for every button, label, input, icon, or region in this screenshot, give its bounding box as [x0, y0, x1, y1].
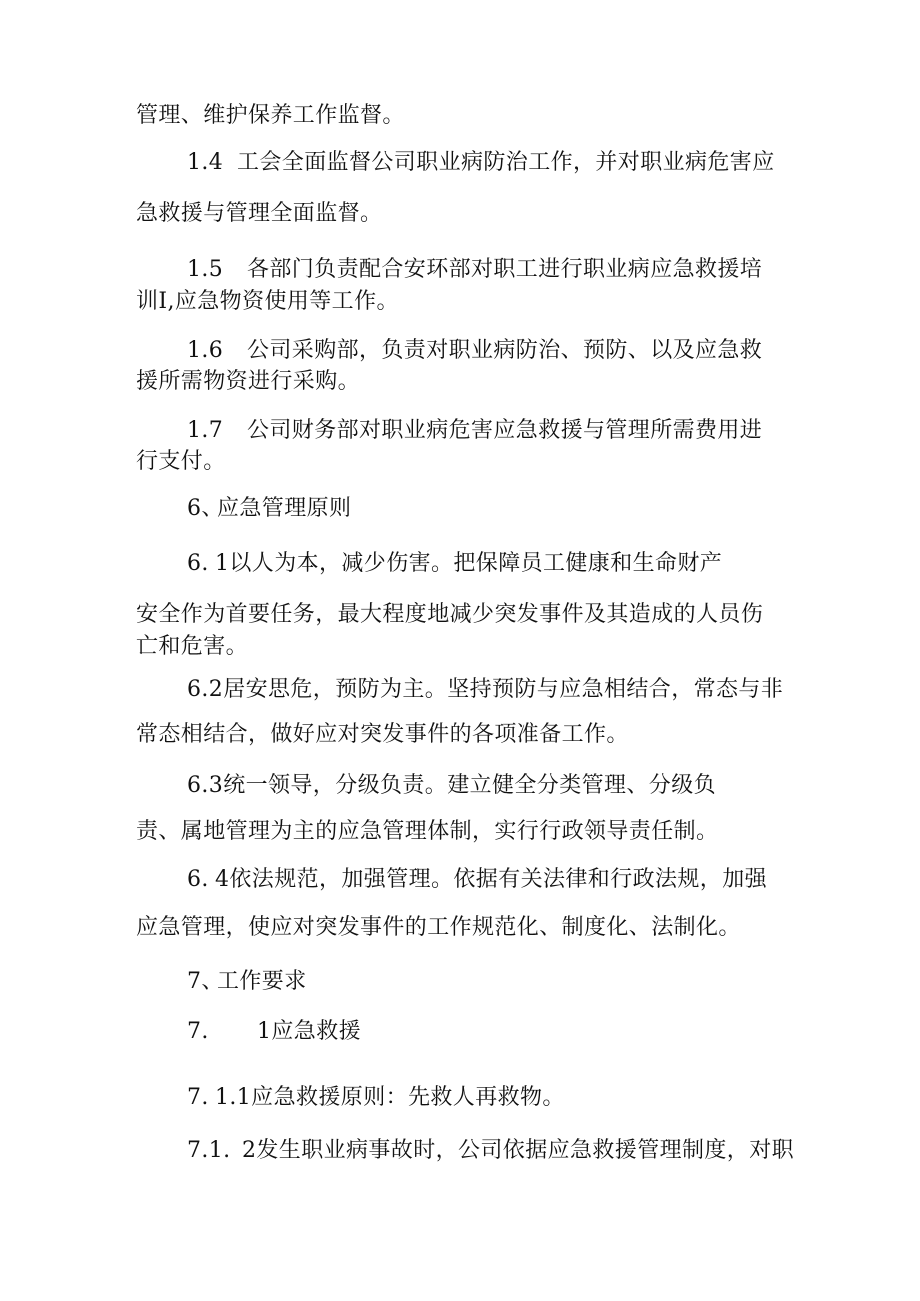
text-line — [136, 600, 763, 630]
line-text: 居安思危，预防为主。坚持预防与应急相结合，常态与非 — [223, 677, 784, 702]
text-line — [187, 416, 762, 446]
text-line — [136, 287, 399, 317]
text-line — [187, 771, 716, 801]
line-text: 急救援与管理全面监督。 — [136, 201, 383, 226]
line-text: 1应急救援 — [257, 1019, 361, 1044]
text-line — [136, 367, 360, 397]
line-text: 各部门负责配合安环部对职工进行职业病应急救援培 — [247, 257, 763, 282]
line-text: 公司财务部对职业病危害应急救援与管理所需费用进 — [247, 418, 763, 443]
section-number: 7、 — [187, 969, 224, 994]
text-line — [187, 1017, 361, 1047]
section-heading — [187, 967, 307, 997]
line-text: 管理、维护保养工作监督。 — [136, 103, 405, 128]
line-text: 1以人为本，减少伤害。把保障员工健康和生命财产 — [215, 551, 723, 576]
line-text: 责、属地管理为主的应急管理体制，实行行政领导责任制。 — [136, 819, 719, 844]
line-text: 2发生职业病事故时，公司依据应急救援管理制度，对职 — [242, 1138, 794, 1163]
line-text: 4依法规范，加强管理。依据有关法律和行政法规，加强 — [215, 867, 767, 892]
section-number: 1.7 — [187, 418, 224, 443]
line-text: 安全作为首要任务，最大程度地减少突发事件及其造成的人员伤 — [136, 602, 764, 627]
section-number: 6. — [187, 551, 209, 576]
text-line — [136, 720, 629, 750]
section-number: 1.5 — [187, 257, 224, 282]
section-heading — [187, 494, 351, 524]
line-text: 公司采购部，负责对职业病防治、预防、以及应急救 — [247, 338, 763, 363]
line-text: 工作要求 — [217, 969, 307, 994]
line-text: 亡和危害。 — [136, 634, 249, 659]
line-text: 援所需物资进行采购。 — [136, 369, 361, 394]
section-number: 1.4 — [187, 150, 224, 175]
section-number: 7.1. — [187, 1138, 231, 1163]
text-line — [187, 1083, 565, 1113]
text-line — [187, 336, 762, 366]
line-text: 工会全面监督公司职业病防治工作，并对职业病危害应 — [237, 150, 775, 175]
section-number: 7. — [187, 1085, 209, 1110]
line-text: 训I,应急物资使用等工作。 — [136, 289, 399, 314]
text-line — [136, 199, 382, 229]
text-line — [187, 865, 767, 895]
line-text: 1.1应急救援原则：先救人再救物。 — [215, 1085, 565, 1110]
text-line — [136, 101, 405, 131]
line-text: 应急管理，使应对突发事件的工作规范化、制度化、法制化。 — [136, 915, 741, 940]
text-line — [136, 447, 226, 477]
text-line — [136, 913, 741, 943]
line-text: 常态相结合，做好应对突发事件的各项准备工作。 — [136, 722, 629, 747]
text-line — [136, 817, 718, 847]
section-number: 6、 — [187, 496, 224, 521]
text-line — [187, 675, 783, 705]
text-line — [187, 255, 762, 285]
text-line — [187, 549, 722, 579]
section-number: 7. — [187, 1019, 209, 1044]
section-number: 1.6 — [187, 338, 224, 363]
text-line — [136, 632, 248, 662]
line-text: 行支付。 — [136, 449, 226, 474]
text-line — [187, 1136, 794, 1166]
text-line — [187, 148, 775, 178]
section-number: 6. — [187, 867, 209, 892]
section-number: 6.3 — [187, 773, 224, 798]
line-text: 统一领导，分级负责。建立健全分类管理、分级负 — [223, 773, 716, 798]
section-number: 6.2 — [187, 677, 224, 702]
line-text: 应急管理原则 — [217, 496, 352, 521]
